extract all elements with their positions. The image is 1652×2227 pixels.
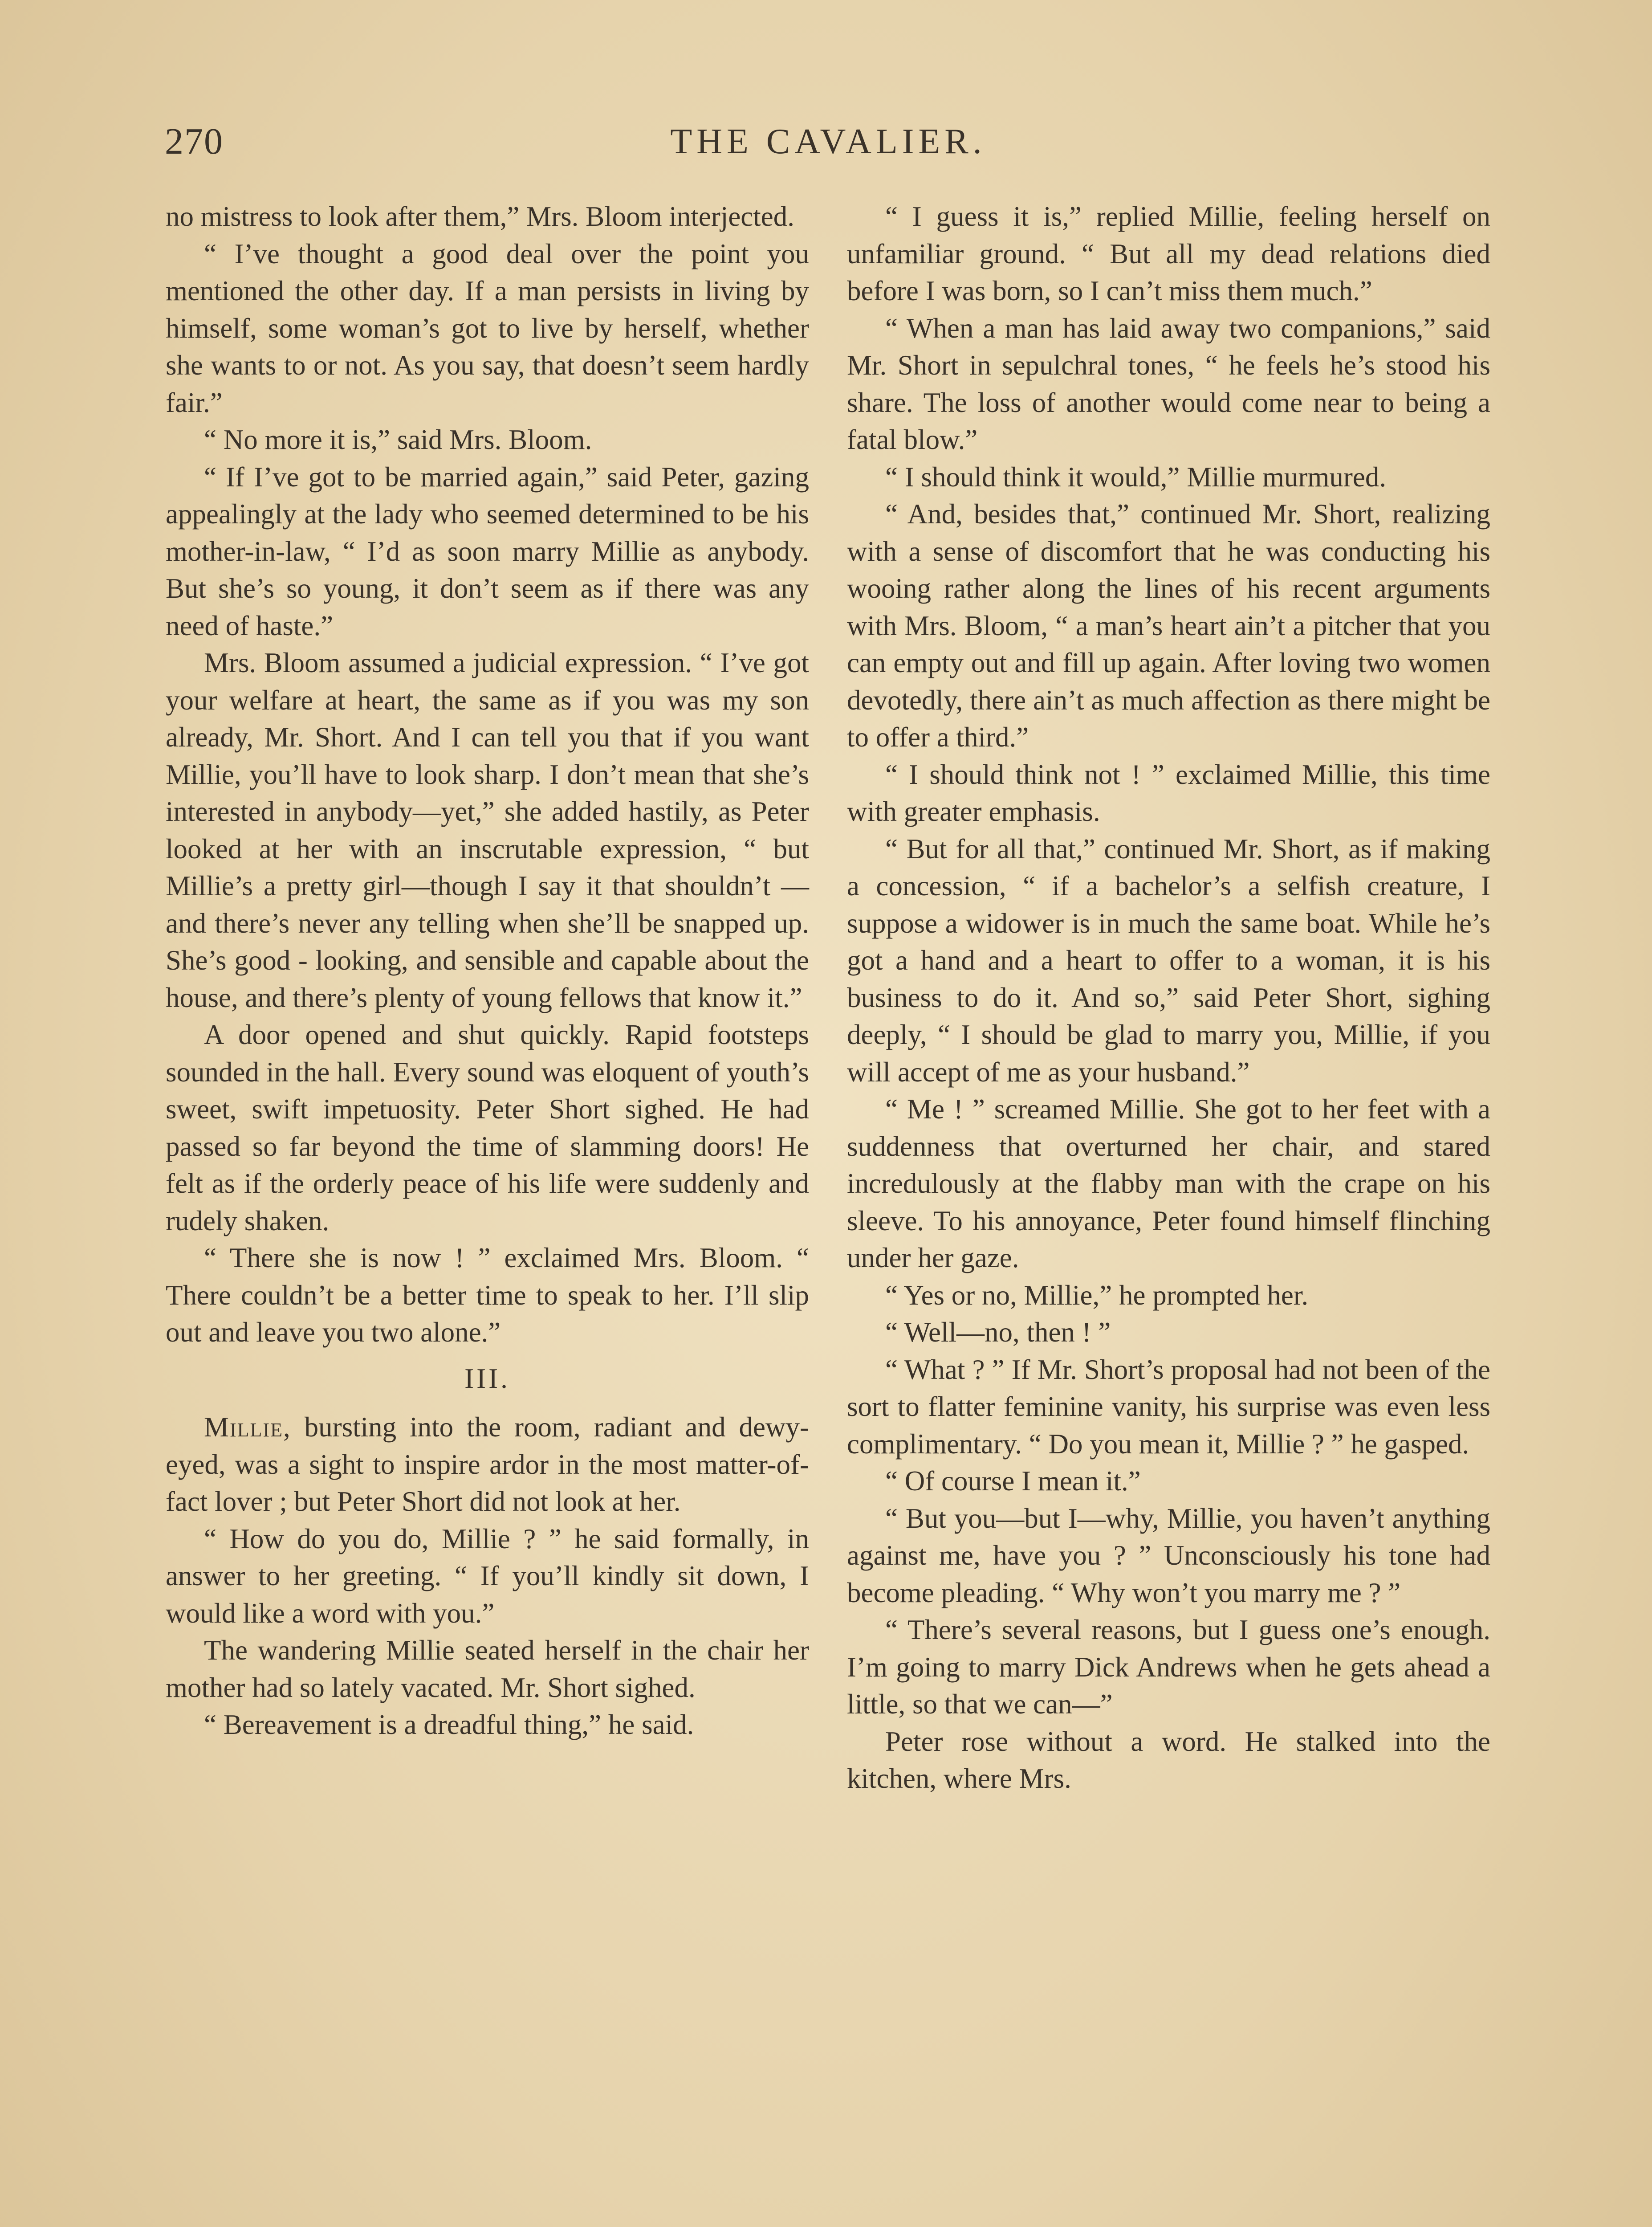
paragraph: “ What ? ” If Mr. Short’s proposal had not been of the sort to flatter feminine vanity, his surprise was even less complimentary. “ Do you mean it, Millie ? ” he gasped.: [847, 1354, 1490, 1460]
paragraph: “ I should think not ! ” exclaimed Millie, this time with greater emphasis.: [847, 759, 1490, 827]
paragraph: A door opened and shut quickly. Rapid footsteps sounded in the hall. Every sound was eloquent of youth’s sweet, swift impetuosity. Peter Short sighed. He had passed so far beyond the time of slamming doors! He felt as if the orderly peace of his life were suddenly and rudely shaken.: [166, 1019, 809, 1236]
paragraph: “ I should think it would,” Millie murmured.: [885, 461, 1387, 493]
page-number: 270: [165, 121, 224, 162]
paragraph: “ No more it is,” said Mrs. Bloom.: [204, 424, 592, 455]
running-title: THE CAVALIER.: [670, 122, 986, 161]
paragraph: The wandering Millie seated herself in the chair her mother had so lately vacated. Mr. Short sighed.: [166, 1635, 809, 1703]
paragraph: Mrs. Bloom assumed a judicial expression. “ I’ve got your welfare at heart, the same as if you was my son already, Mr. Short. And I can tell you that if you want Millie, you’ll have to look sharp. I don’t mean that she’s interested in anybody—yet,” she added hastily, as Peter looked at her with an inscrutable expression, “ but Millie’s a pretty girl—though I say it that shouldn’t — and there’s never any telling when she’ll be snapped up. She’s good - looking, and sensible and capable about the house, and there’s plenty of young fellows that know it.”: [166, 647, 809, 1013]
paragraph: “ Me ! ” screamed Millie. She got to her feet with a suddenness that overturned her chair, and stared incredulously at the flabby man with the crape on his sleeve. To his annoyance, Peter found himself flinching under her gaze.: [847, 1093, 1490, 1273]
left-column: [166, 198, 809, 1744]
paragraph: “ I guess it is,” replied Millie, feeling herself on unfamiliar ground. “ But all my dead relations died before I was born, so I can’t miss them much.”: [847, 201, 1490, 306]
paragraph: “ But for all that,” continued Mr. Short, as if making a concession, “ if a bachelor’s a selfish creature, I suppose a widower is in much the same boat. While he’s got a hand and a heart to offer to a woman, it is his business to do it. And so,” said Peter Short, sighing deeply, “ I should be glad to marry you, Millie, if you will accept of me as your husband.”: [847, 833, 1490, 1088]
paragraph: “ I’ve thought a good deal over the point you mentioned the other day. If a man persists in living by himself, some woman’s got to live by herself, whether she wants to or not. As you say, that doesn’t seem hardly fair.”: [166, 238, 809, 418]
paragraph: “ But you—but I—why, Millie, you haven’t anything against me, have you ? ” Unconsciously his tone had become pleading. “ Why won’t you marry me ? ”: [847, 1502, 1490, 1608]
paragraph: no mistress to look after them,” Mrs. Bloom interjected.: [166, 201, 794, 232]
paragraph: “ And, besides that,” continued Mr. Short, realizing with a sense of discomfort that he was conducting his wooing rather along the lines of his recent arguments with Mrs. Bloom, “ a man’s heart ain’t a pitcher that you can empty out and fill up again. After loving two women devotedly, there ain’t as much affection as there might be to offer a third.”: [847, 498, 1490, 753]
paragraph: “ There’s several reasons, but I guess one’s enough. I’m going to marry Dick Andrews when he gets ahead a little, so that we can—”: [847, 1614, 1490, 1720]
paragraph: Peter rose without a word. He stalked into the kitchen, where Mrs.: [847, 1725, 1490, 1794]
section-opening-paragraph: [166, 1409, 809, 1521]
paragraph: “ There she is now ! ” exclaimed Mrs. Bloom. “ There couldn’t be a better time to speak to her. I’ll slip out and leave you two alone.”: [166, 1242, 809, 1348]
paragraph: “ Bereavement is a dreadful thing,” he said.: [204, 1709, 694, 1740]
paragraph: “ Well—no, then ! ”: [885, 1317, 1111, 1348]
page-header: [165, 115, 1492, 168]
right-column: [847, 198, 1490, 1798]
paragraph: “ Of course I mean it.”: [885, 1465, 1141, 1497]
paragraph: “ Yes or no, Millie,” he prompted her.: [885, 1279, 1309, 1311]
paragraph: “ If I’ve got to be married again,” said Peter, gazing appealingly at the lady who seemed determined to be his mother-in-law, “ I’d as soon marry Millie as anybody. But she’s so young, it don’t seem as if there was any need of haste.”: [166, 461, 809, 641]
section-opening-word: Millie,: [204, 1411, 291, 1443]
section-heading: III.: [464, 1362, 510, 1394]
section-opening-rest: bursting into the room, radiant and dewy-eyed, was a sight to inspire ardor in the most matter-of-fact lover ; but Peter Short did not look at her.: [166, 1411, 809, 1517]
paragraph: “ How do you do, Millie ? ” he said formally, in answer to her greeting. “ If you’ll kindly sit down, I would like a word with you.”: [166, 1523, 809, 1629]
paragraph: “ When a man has laid away two companions,” said Mr. Short in sepulchral tones, “ he feels he’s stood his share. The loss of another would come near to being a fatal blow.”: [847, 312, 1490, 455]
